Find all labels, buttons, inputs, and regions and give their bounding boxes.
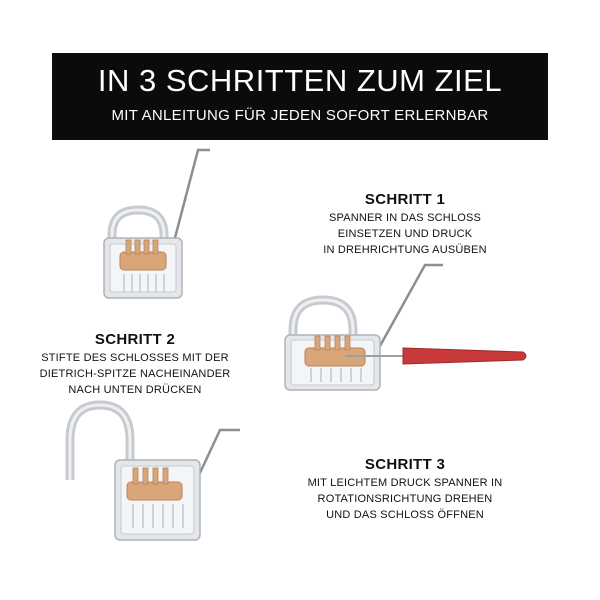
padlock-step-2-illustration [275, 260, 535, 400]
banner-subtitle: MIT ANLEITUNG FÜR JEDEN SOFORT ERLERNBAR [111, 107, 489, 124]
padlock-step-1-illustration [90, 140, 210, 310]
step-3-line-1: MIT LEICHTEM DRUCK SPANNER IN [307, 477, 503, 489]
banner-title: IN 3 SCHRITTEN ZUM ZIEL [97, 63, 503, 98]
step-1-line-3: IN DREHRICHTUNG AUSÜBEN [323, 244, 487, 256]
step-2-line-2: DIETRICH-SPITZE NACHEINANDER [39, 368, 231, 380]
padlock-step-3-illustration [55, 390, 260, 555]
step-1-title: SCHRITT 1 [364, 191, 446, 208]
step-1-text [310, 190, 500, 258]
step-3-line-3: UND DAS SCHLOSS ÖFFNEN [326, 509, 484, 521]
step-3-line-2: ROTATIONSRICHTUNG DREHEN [317, 493, 493, 505]
step-2-title: SCHRITT 2 [94, 331, 176, 348]
step-1-line-2: EINSETZEN UND DRUCK [337, 228, 473, 240]
step-3-text [300, 455, 510, 523]
step-2-line-1: STIFTE DES SCHLOSSES MIT DER [41, 352, 229, 364]
step-1-line-1: SPANNER IN DAS SCHLOSS [328, 212, 482, 224]
step-3-title: SCHRITT 3 [364, 456, 446, 473]
step-2-text [30, 330, 240, 398]
step-2-line-3: NACH UNTEN DRÜCKEN [68, 384, 202, 396]
header-banner [52, 53, 548, 140]
